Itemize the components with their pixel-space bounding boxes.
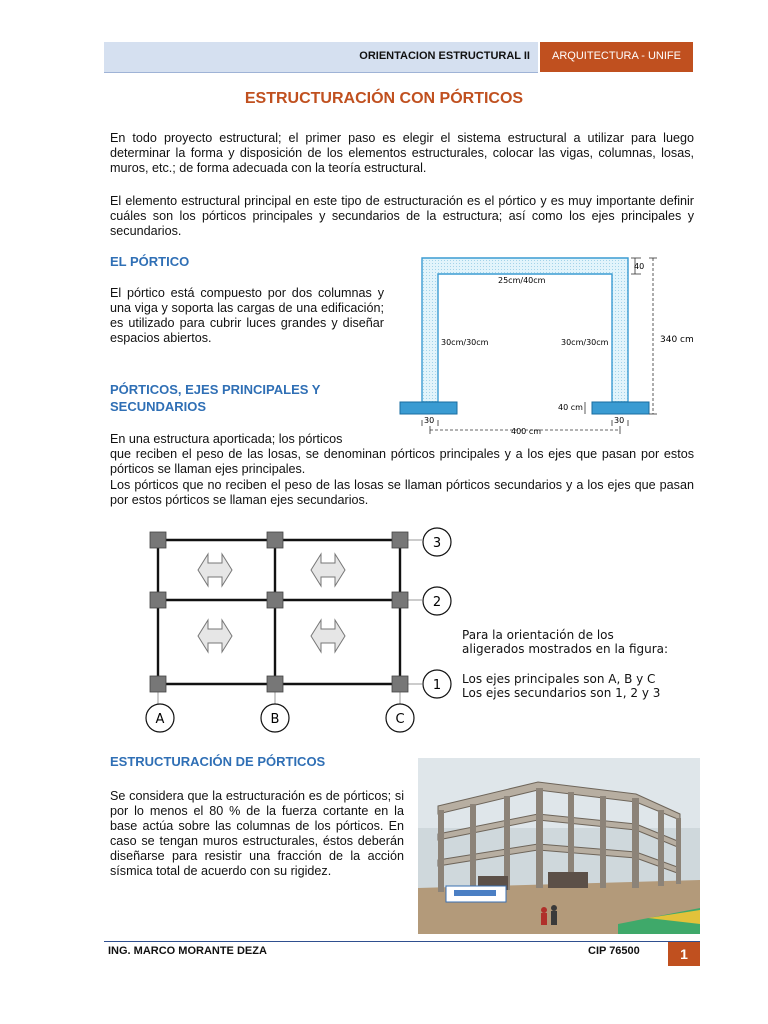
grid-note-2: aligerados mostrados en la figura:: [462, 642, 669, 656]
column-node: [150, 592, 166, 608]
page-title: ESTRUCTURACIÓN CON PÓRTICOS: [244, 90, 524, 107]
footing-right: [592, 402, 649, 414]
column-node: [150, 532, 166, 548]
axis-label-col: B: [270, 712, 280, 727]
ejes-grid-diagram: [140, 522, 700, 734]
slab-direction-arrow: [311, 554, 345, 586]
footer-divider: [104, 941, 700, 942]
column-node: [392, 676, 408, 692]
ejes-line-1: En una estructura aporticada; los pórticos: [110, 432, 343, 446]
grid-note-1: Para la orientación de los: [462, 628, 614, 642]
ejes-heading: PÓRTICOS, EJES PRINCIPALES Y SECUNDARIOS: [110, 382, 321, 414]
column-node: [267, 676, 283, 692]
header-program: ARQUITECTURA - UNIFE: [552, 50, 681, 62]
column-node: [267, 532, 283, 548]
header-course-bar: [104, 42, 538, 73]
estructuracion-heading: ESTRUCTURACIÓN DE PÓRTICOS: [110, 754, 326, 769]
slab-direction-arrow: [311, 620, 345, 652]
intro-paragraph-1: En todo proyecto estructural; el primer paso es elegir el sistema estructural a utilizar para luego determinar la forma y disposición de los elementos estructurales, colocar las vigas, columnas, losas, muros, etc.; de forma adecuada con la teoría estructural.: [110, 131, 694, 175]
axis-label-row: 1: [432, 678, 442, 693]
building-photo: [418, 758, 700, 934]
grid-note-3: Los ejes principales son A, B y C: [462, 672, 656, 686]
dim-col-right: 30cm/30cm: [561, 338, 609, 347]
footer-author: ING. MARCO MORANTE DEZA: [108, 945, 267, 957]
portico-heading: EL PÓRTICO: [110, 254, 190, 269]
axis-label-row: 3: [432, 536, 442, 551]
axis-label-row: 2: [432, 595, 442, 610]
estructuracion-text: Se considera que la estructuración es de pórticos; si por lo menos el 80 % de la fuerza cortante en la base actúa sobre las columnas de los pórticos. En caso se tengan muros estructurales, éstos deberán diseñarse para resistir una fracción de la acción sísmica total de acuerdo con su rigidez.: [110, 789, 404, 878]
header-program-bar: [540, 42, 693, 72]
page-number: 1: [668, 942, 700, 966]
dim-col-left: 30cm/30cm: [441, 338, 489, 347]
dim-span: 400 cm: [511, 427, 542, 436]
dim-beam: 25cm/40cm: [498, 276, 546, 285]
dim-top: 40: [634, 262, 645, 271]
dim-footing: 40 cm: [558, 403, 583, 412]
footer-cip: CIP 76500: [588, 945, 640, 957]
portico-frame-diagram: [395, 250, 705, 440]
slab-direction-arrow: [198, 554, 232, 586]
column-node: [267, 592, 283, 608]
axis-label-col: C: [395, 712, 405, 727]
ejes-text: que reciben el peso de las losas, se denominan pórticos principales y a los ejes que pasan por estos pórticos se llaman ejes principales.: [110, 447, 694, 476]
dim-foot-left: 30: [424, 416, 435, 425]
grid-note-4: Los ejes secundarios son 1, 2 y 3: [462, 686, 661, 700]
column-node: [150, 676, 166, 692]
axis-label-col: A: [155, 712, 165, 727]
slab-direction-arrow: [198, 620, 232, 652]
column-node: [392, 592, 408, 608]
portico-text: El pórtico está compuesto por dos columnas y una viga y soporta las cargas de una edificación; es utilizado para cubrir luces grandes y diseñar espacios abiertos.: [110, 286, 384, 345]
ejes-text-2: Los pórticos que no reciben el peso de las losas se llaman pórticos secundarios y a los ejes que pasan por estos pórticos se llaman ejes secundarios.: [110, 478, 694, 507]
column-node: [392, 532, 408, 548]
footing-left: [400, 402, 457, 414]
intro-paragraph-2: El elemento estructural principal en este tipo de estructuración es el pórtico y es muy importante definir cuáles son los pórticos principales y secundarios de la estructura; así como los ejes principales y secundarios.: [110, 194, 694, 238]
dim-height: 340 cm: [660, 335, 694, 345]
dim-foot-right: 30: [614, 416, 625, 425]
header-course: ORIENTACION ESTRUCTURAL II: [359, 50, 530, 62]
